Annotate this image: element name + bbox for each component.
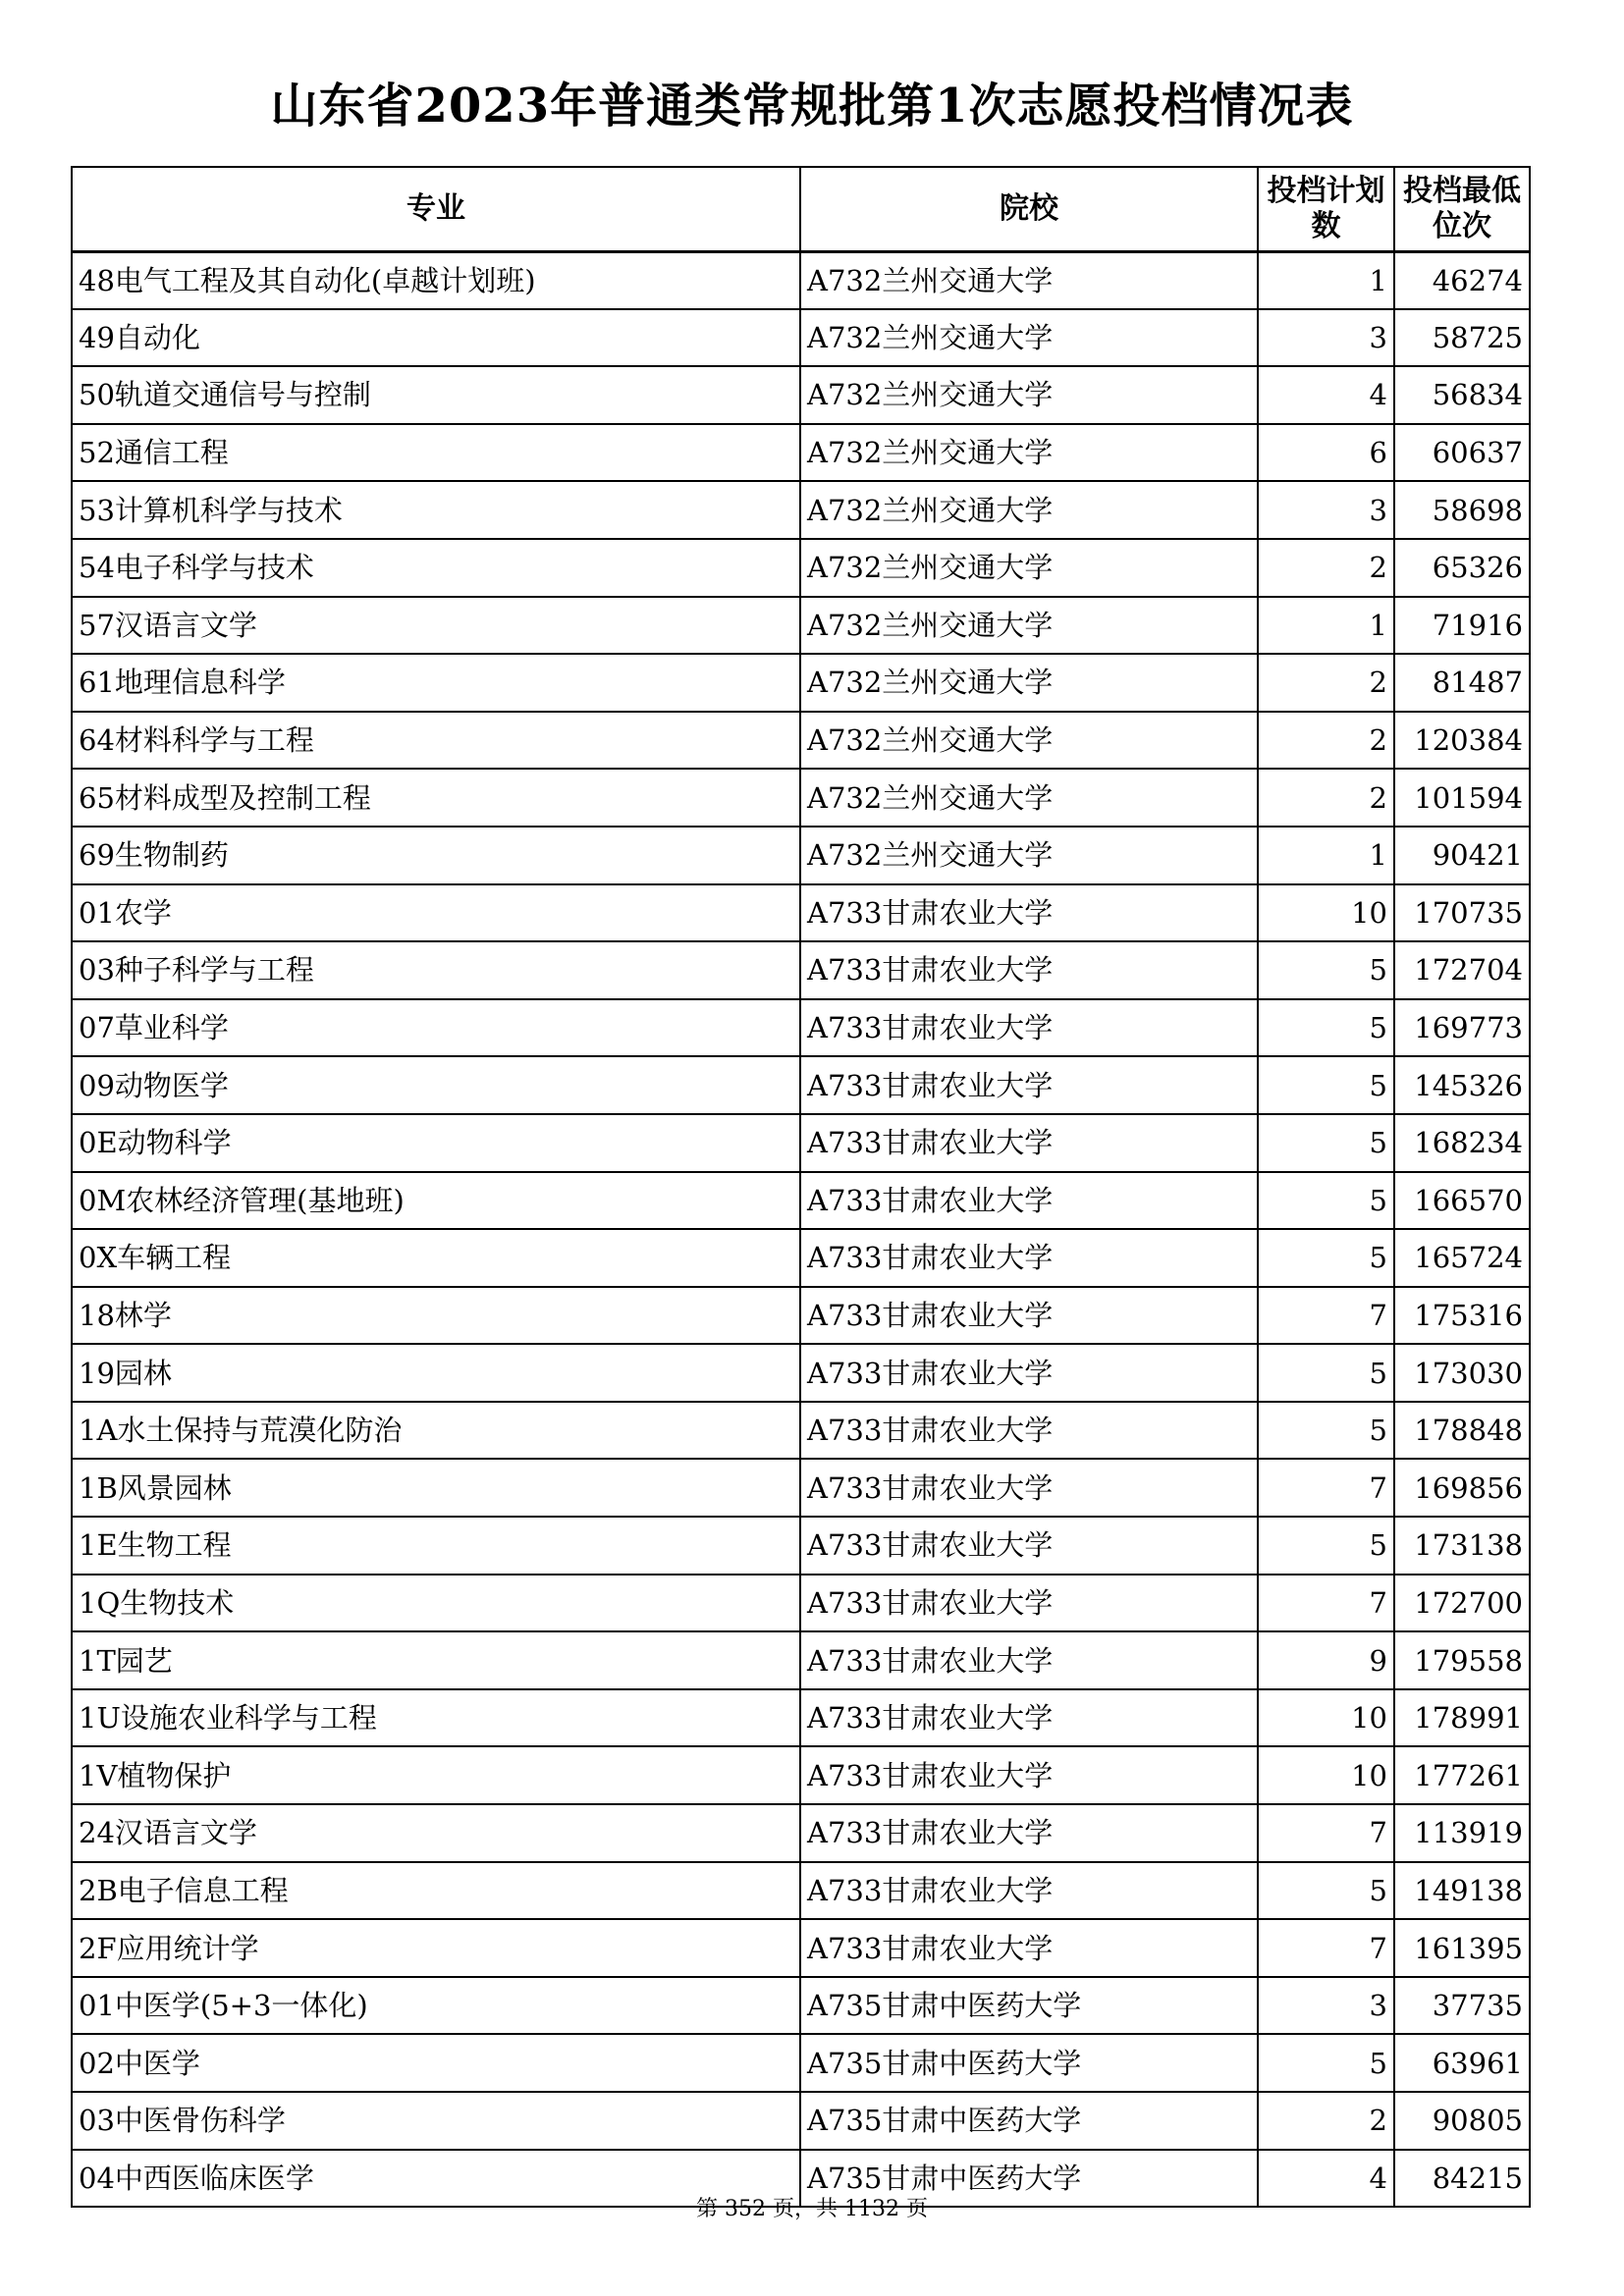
school-cell: A735甘肃中医药大学 [800, 1977, 1258, 2035]
table-row [72, 2092, 1530, 2150]
plan-cell: 5 [1258, 1114, 1394, 1172]
school-cell: A733甘肃农业大学 [800, 1804, 1258, 1862]
table-row [72, 1229, 1530, 1287]
major-cell: 1T园艺 [72, 1631, 800, 1689]
plan-cell: 7 [1258, 1575, 1394, 1632]
school-cell: A732兰州交通大学 [800, 424, 1258, 482]
school-cell: A733甘肃农业大学 [800, 1287, 1258, 1345]
min-rank-cell: 179558 [1394, 1631, 1530, 1689]
plan-cell: 5 [1258, 1517, 1394, 1575]
school-cell: A733甘肃农业大学 [800, 1575, 1258, 1632]
min-rank-cell: 166570 [1394, 1172, 1530, 1230]
major-cell: 09动物医学 [72, 1056, 800, 1114]
min-rank-cell: 71916 [1394, 597, 1530, 655]
school-cell: A732兰州交通大学 [800, 309, 1258, 367]
school-cell: A732兰州交通大学 [800, 366, 1258, 424]
table-row [72, 366, 1530, 424]
min-rank-cell: 165724 [1394, 1229, 1530, 1287]
major-cell: 03种子科学与工程 [72, 941, 800, 999]
table-row [72, 1804, 1530, 1862]
min-rank-cell: 37735 [1394, 1977, 1530, 2035]
plan-cell: 10 [1258, 1746, 1394, 1804]
plan-cell: 4 [1258, 366, 1394, 424]
min-rank-cell: 178991 [1394, 1689, 1530, 1747]
school-cell: A733甘肃农业大学 [800, 1402, 1258, 1460]
school-cell: A733甘肃农业大学 [800, 1689, 1258, 1747]
major-cell: 69生物制药 [72, 827, 800, 884]
plan-cell: 2 [1258, 769, 1394, 827]
min-rank-cell: 46274 [1394, 251, 1530, 309]
min-rank-cell: 172704 [1394, 941, 1530, 999]
major-cell: 1Q生物技术 [72, 1575, 800, 1632]
min-rank-cell: 169856 [1394, 1459, 1530, 1517]
min-rank-cell: 84215 [1394, 2150, 1530, 2208]
min-rank-cell: 90421 [1394, 827, 1530, 884]
plan-cell: 7 [1258, 1804, 1394, 1862]
table-row [72, 481, 1530, 539]
school-cell: A732兰州交通大学 [800, 597, 1258, 655]
major-cell: 24汉语言文学 [72, 1804, 800, 1862]
plan-cell: 5 [1258, 1402, 1394, 1460]
major-cell: 1U设施农业科学与工程 [72, 1689, 800, 1747]
plan-cell: 7 [1258, 1459, 1394, 1517]
plan-cell: 5 [1258, 2034, 1394, 2092]
school-cell: A733甘肃农业大学 [800, 1919, 1258, 1977]
plan-cell: 5 [1258, 999, 1394, 1057]
plan-cell: 3 [1258, 309, 1394, 367]
major-cell: 07草业科学 [72, 999, 800, 1057]
admission-table [71, 166, 1531, 2208]
table-row [72, 1287, 1530, 1345]
min-rank-cell: 161395 [1394, 1919, 1530, 1977]
plan-cell: 10 [1258, 884, 1394, 942]
major-cell: 48电气工程及其自动化(卓越计划班) [72, 251, 800, 309]
major-cell: 03中医骨伤科学 [72, 2092, 800, 2150]
school-cell: A733甘肃农业大学 [800, 1517, 1258, 1575]
min-rank-cell: 90805 [1394, 2092, 1530, 2150]
table-row [72, 1919, 1530, 1977]
min-rank-cell: 120384 [1394, 712, 1530, 770]
header-school: 院校 [800, 167, 1258, 251]
table-row [72, 1402, 1530, 1460]
major-cell: 65材料成型及控制工程 [72, 769, 800, 827]
plan-cell: 10 [1258, 1689, 1394, 1747]
school-cell: A732兰州交通大学 [800, 539, 1258, 597]
table-row [72, 1517, 1530, 1575]
min-rank-cell: 56834 [1394, 366, 1530, 424]
table-row [72, 654, 1530, 712]
min-rank-cell: 58698 [1394, 481, 1530, 539]
plan-cell: 1 [1258, 251, 1394, 309]
min-rank-cell: 175316 [1394, 1287, 1530, 1345]
plan-cell: 7 [1258, 1287, 1394, 1345]
major-cell: 52通信工程 [72, 424, 800, 482]
school-cell: A735甘肃中医药大学 [800, 2034, 1258, 2092]
header-plan: 投档计划数 [1258, 167, 1394, 251]
page-footer: 第 352 页，共 1132 页 [696, 2197, 928, 2221]
school-cell: A733甘肃农业大学 [800, 1056, 1258, 1114]
table-row [72, 1689, 1530, 1747]
min-rank-cell: 101594 [1394, 769, 1530, 827]
table-row [72, 1344, 1530, 1402]
major-cell: 2B电子信息工程 [72, 1862, 800, 1920]
plan-cell: 2 [1258, 539, 1394, 597]
min-rank-cell: 63961 [1394, 2034, 1530, 2092]
plan-cell: 2 [1258, 712, 1394, 770]
table-row [72, 1746, 1530, 1804]
plan-cell: 5 [1258, 941, 1394, 999]
min-rank-cell: 168234 [1394, 1114, 1530, 1172]
school-cell: A733甘肃农业大学 [800, 884, 1258, 942]
major-cell: 54电子科学与技术 [72, 539, 800, 597]
min-rank-cell: 172700 [1394, 1575, 1530, 1632]
plan-cell: 6 [1258, 424, 1394, 482]
plan-cell: 4 [1258, 2150, 1394, 2208]
school-cell: A732兰州交通大学 [800, 481, 1258, 539]
min-rank-cell: 149138 [1394, 1862, 1530, 1920]
school-cell: A732兰州交通大学 [800, 769, 1258, 827]
major-cell: 0E动物科学 [72, 1114, 800, 1172]
school-cell: A733甘肃农业大学 [800, 1172, 1258, 1230]
major-cell: 2F应用统计学 [72, 1919, 800, 1977]
major-cell: 01农学 [72, 884, 800, 942]
major-cell: 1B风景园林 [72, 1459, 800, 1517]
plan-cell: 1 [1258, 827, 1394, 884]
header-major: 专业 [72, 167, 800, 251]
table-row [72, 1172, 1530, 1230]
table-row [72, 539, 1530, 597]
table-row [72, 827, 1530, 884]
table-row [72, 1114, 1530, 1172]
major-cell: 57汉语言文学 [72, 597, 800, 655]
major-cell: 01中医学(5+3一体化) [72, 1977, 800, 2035]
min-rank-cell: 65326 [1394, 539, 1530, 597]
min-rank-cell: 60637 [1394, 424, 1530, 482]
major-cell: 53计算机科学与技术 [72, 481, 800, 539]
plan-cell: 7 [1258, 1919, 1394, 1977]
plan-cell: 1 [1258, 597, 1394, 655]
min-rank-cell: 58725 [1394, 309, 1530, 367]
school-cell: A733甘肃农业大学 [800, 1459, 1258, 1517]
school-cell: A733甘肃农业大学 [800, 1114, 1258, 1172]
major-cell: 64材料科学与工程 [72, 712, 800, 770]
plan-cell: 2 [1258, 654, 1394, 712]
min-rank-cell: 173138 [1394, 1517, 1530, 1575]
table-row [72, 251, 1530, 309]
table-row [72, 1575, 1530, 1632]
school-cell: A735甘肃中医药大学 [800, 2150, 1258, 2208]
table-row [72, 309, 1530, 367]
major-cell: 1E生物工程 [72, 1517, 800, 1575]
school-cell: A733甘肃农业大学 [800, 999, 1258, 1057]
min-rank-cell: 113919 [1394, 1804, 1530, 1862]
major-cell: 18林学 [72, 1287, 800, 1345]
major-cell: 49自动化 [72, 309, 800, 367]
major-cell: 19园林 [72, 1344, 800, 1402]
plan-cell: 9 [1258, 1631, 1394, 1689]
table-row [72, 597, 1530, 655]
table-body [72, 251, 1530, 2207]
plan-cell: 5 [1258, 1172, 1394, 1230]
school-cell: A732兰州交通大学 [800, 654, 1258, 712]
major-cell: 0M农林经济管理(基地班) [72, 1172, 800, 1230]
table-row [72, 1977, 1530, 2035]
page-title: 山东省2023年普通类常规批第1次志愿投档情况表 [270, 79, 1354, 133]
table-row [72, 941, 1530, 999]
school-cell: A735甘肃中医药大学 [800, 2092, 1258, 2150]
major-cell: 0X车辆工程 [72, 1229, 800, 1287]
major-cell: 61地理信息科学 [72, 654, 800, 712]
table-row [72, 424, 1530, 482]
table-row [72, 712, 1530, 770]
plan-cell: 5 [1258, 1344, 1394, 1402]
school-cell: A733甘肃农业大学 [800, 1862, 1258, 1920]
min-rank-cell: 177261 [1394, 1746, 1530, 1804]
plan-cell: 5 [1258, 1056, 1394, 1114]
table-row [72, 1459, 1530, 1517]
school-cell: A732兰州交通大学 [800, 712, 1258, 770]
table-row [72, 1862, 1530, 1920]
school-cell: A733甘肃农业大学 [800, 1631, 1258, 1689]
table-row [72, 884, 1530, 942]
header-min-rank: 投档最低位次 [1394, 167, 1530, 251]
major-cell: 1A水土保持与荒漠化防治 [72, 1402, 800, 1460]
major-cell: 04中西医临床医学 [72, 2150, 800, 2208]
plan-cell: 5 [1258, 1862, 1394, 1920]
table-row [72, 999, 1530, 1057]
school-cell: A733甘肃农业大学 [800, 1746, 1258, 1804]
school-cell: A732兰州交通大学 [800, 251, 1258, 309]
plan-cell: 5 [1258, 1229, 1394, 1287]
school-cell: A733甘肃农业大学 [800, 1229, 1258, 1287]
min-rank-cell: 145326 [1394, 1056, 1530, 1114]
major-cell: 1V植物保护 [72, 1746, 800, 1804]
table-row [72, 769, 1530, 827]
min-rank-cell: 178848 [1394, 1402, 1530, 1460]
plan-cell: 2 [1258, 2092, 1394, 2150]
min-rank-cell: 169773 [1394, 999, 1530, 1057]
plan-cell: 3 [1258, 481, 1394, 539]
table-row [72, 1631, 1530, 1689]
major-cell: 50轨道交通信号与控制 [72, 366, 800, 424]
table-row [72, 2034, 1530, 2092]
school-cell: A732兰州交通大学 [800, 827, 1258, 884]
school-cell: A733甘肃农业大学 [800, 941, 1258, 999]
min-rank-cell: 173030 [1394, 1344, 1530, 1402]
min-rank-cell: 81487 [1394, 654, 1530, 712]
school-cell: A733甘肃农业大学 [800, 1344, 1258, 1402]
table-header-row [72, 167, 1530, 251]
major-cell: 02中医学 [72, 2034, 800, 2092]
table-row [72, 1056, 1530, 1114]
plan-cell: 3 [1258, 1977, 1394, 2035]
min-rank-cell: 170735 [1394, 884, 1530, 942]
